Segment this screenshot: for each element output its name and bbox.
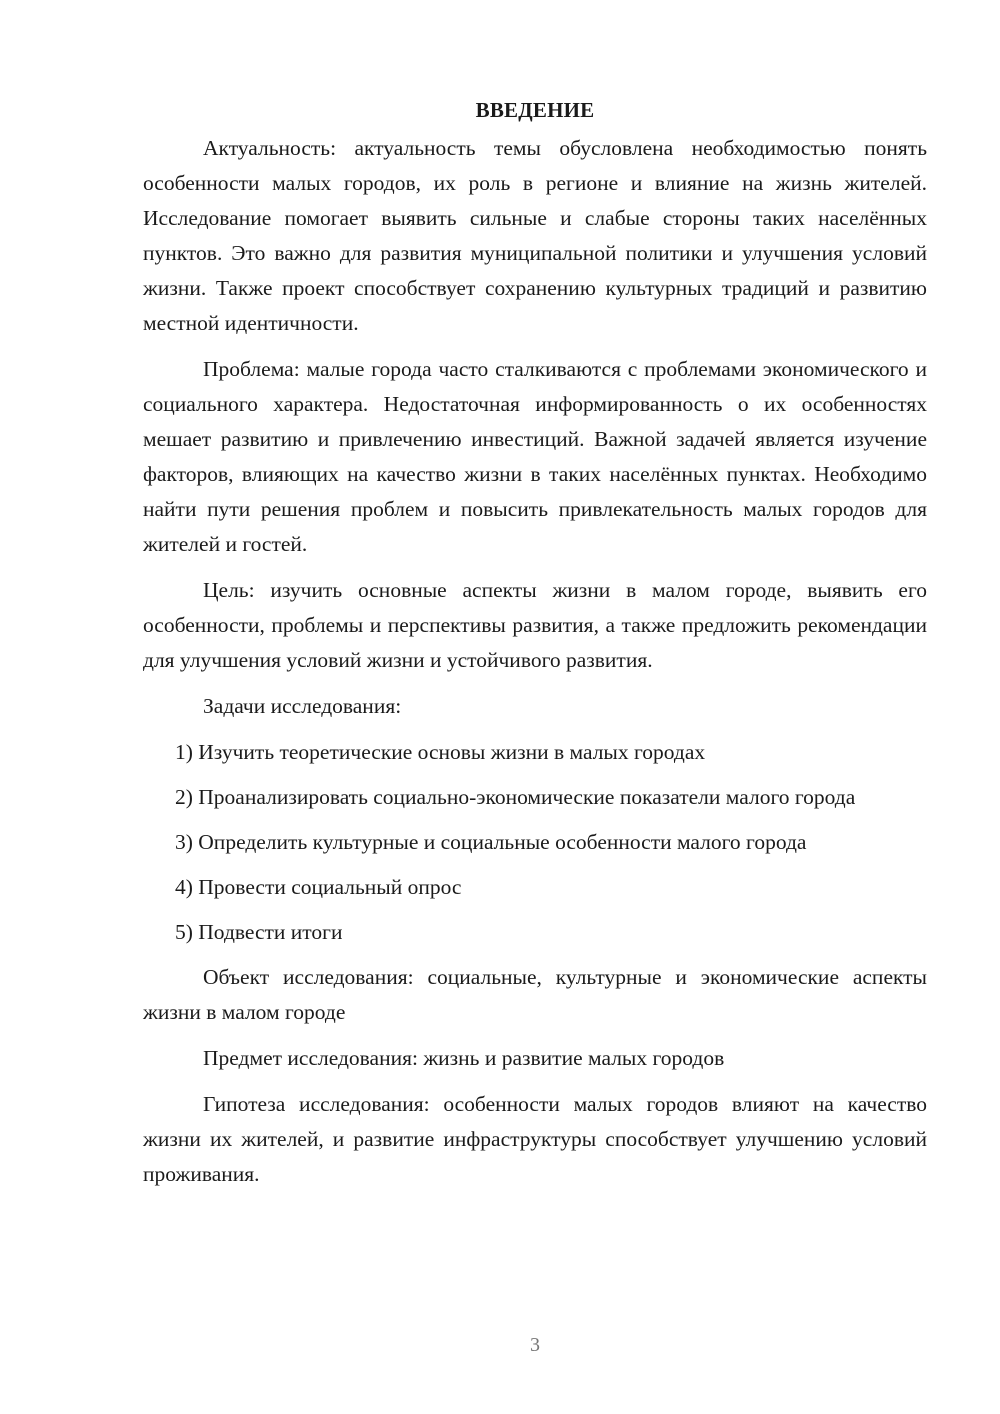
task-item: 2) Проанализировать социально-экономические показатели малого города [175,785,856,809]
task-item: 3) Определить культурные и социальные особенности малого города [175,830,807,854]
paragraph-subject: Предмет исследования: жизнь и развитие малых городов [203,1046,725,1070]
document-page [143,92,927,1203]
page-number: 3 [530,1334,540,1356]
paragraph-goal: Цель: изучить основные аспекты жизни в малом городе, выявить его особенности, проблемы и перспективы развития, а также предложить рекомендации для улучшения условий жизни и устойчивого развития. [143,578,927,672]
paragraph-relevance: Актуальность: актуальность темы обусловлена необходимостью понять особенности малых городов, их роль в регионе и влияние на жизнь жителей. Исследование помогает выявить сильные и слабые стороны таких населённых пунктов. Это важно для развития муниципальной политики и улучшения условий жизни. Также проект способствует сохранению культурных традиций и развитию местной идентичности. [143,136,927,335]
task-item: 5) Подвести итоги [175,920,343,944]
task-item: 1) Изучить теоретические основы жизни в малых городах [175,740,706,764]
paragraph-problem: Проблема: малые города часто сталкиваются с проблемами экономического и социального характера. Недостаточная информированность о их особенностях мешает развитию и привлечению инвестиций. Важной задачей является изучение факторов, влияющих на качество жизни в таких населённых пунктах. Необходимо найти пути решения проблем и повысить привлекательность малых городов для жителей и гостей. [143,357,927,556]
page-title: ВВЕДЕНИЕ [475,98,595,122]
tasks-heading: Задачи исследования: [203,694,402,718]
paragraph-object: Объект исследования: социальные, культурные и экономические аспекты жизни в малом городе [143,965,927,1024]
task-item: 4) Провести социальный опрос [175,875,462,899]
paragraph-hypothesis: Гипотеза исследования: особенности малых городов влияют на качество жизни их жителей, и развитие инфраструктуры способствует улучшению условий проживания. [143,1092,927,1186]
